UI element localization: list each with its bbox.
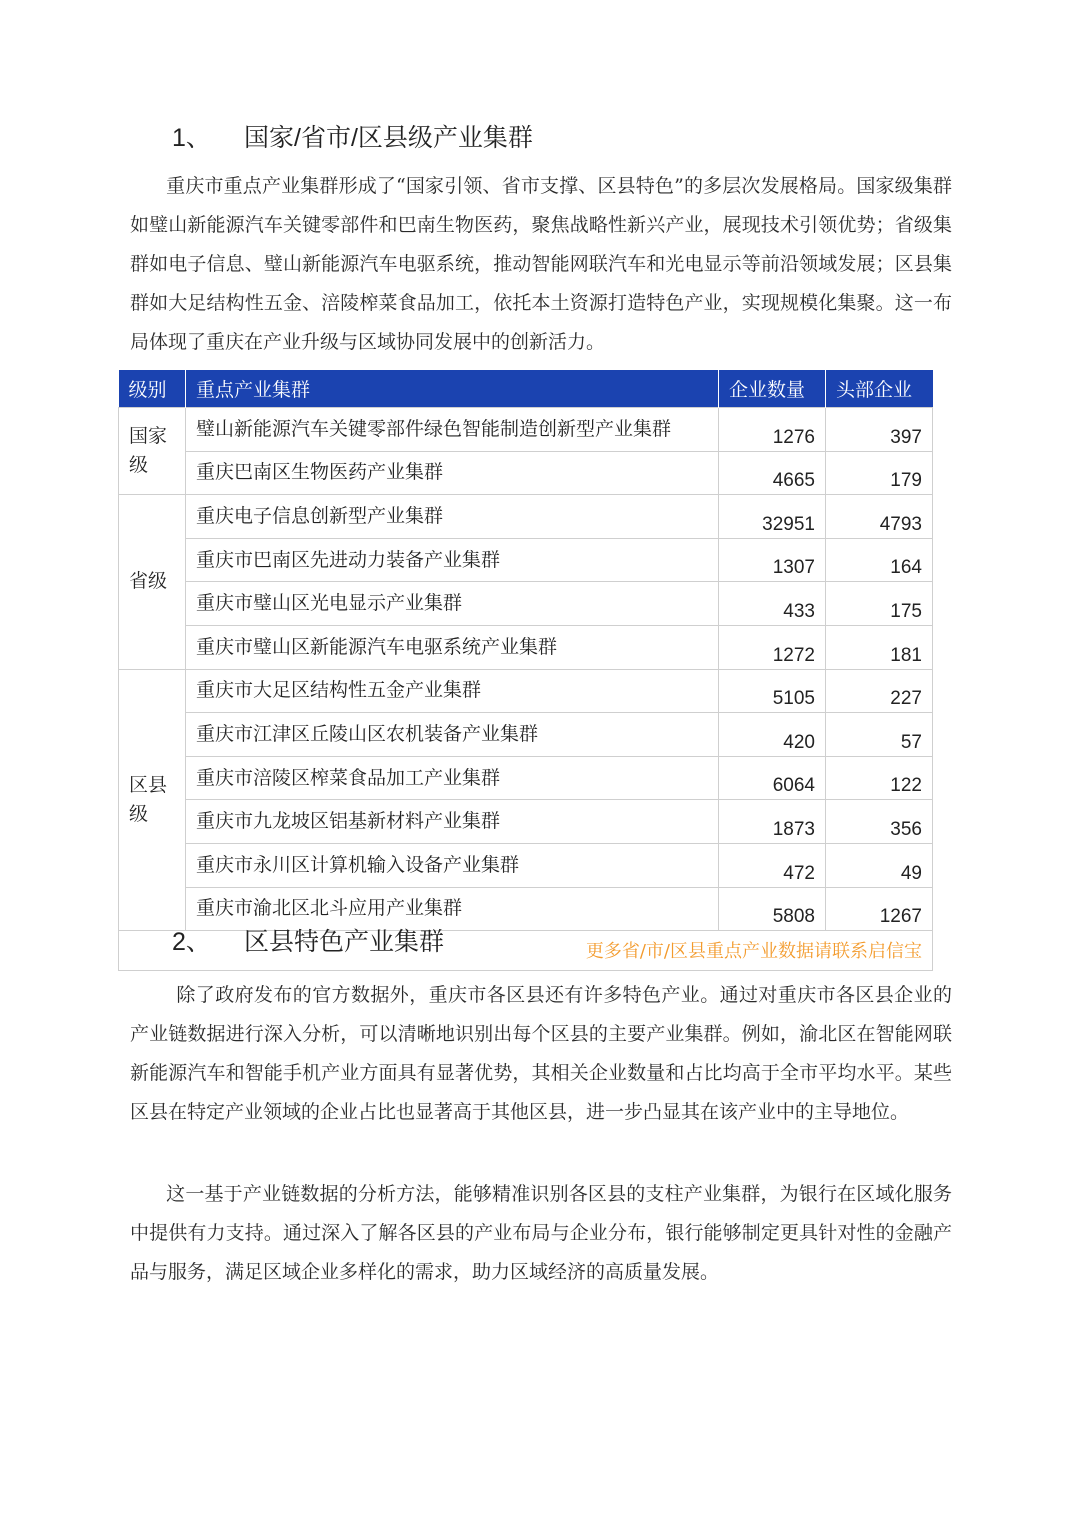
cluster-name-cell: 重庆电子信息创新型产业集群 — [186, 495, 719, 539]
leading-enterprises-cell: 1267 — [826, 887, 933, 931]
cluster-name-cell: 重庆巴南区生物医药产业集群 — [186, 451, 719, 495]
section-1-title: 国家/省市/区县级产业集群 — [244, 124, 533, 152]
section-1-paragraph — [130, 167, 952, 362]
leading-enterprises-cell: 57 — [826, 713, 933, 757]
section-1-number: 1、 — [172, 124, 211, 152]
table-row — [119, 495, 933, 539]
table-row — [119, 669, 933, 713]
enterprise-count-cell: 4665 — [719, 451, 826, 495]
table-row — [119, 538, 933, 582]
section-2-paragraph-1 — [130, 976, 952, 1132]
section-2-paragraph-2 — [130, 1175, 952, 1292]
table-row — [119, 756, 933, 800]
level-cell: 国家级 — [119, 408, 186, 495]
leading-enterprises-cell: 181 — [826, 625, 933, 669]
header-leaders: 头部企业 — [826, 370, 933, 408]
cluster-name-cell: 重庆市九龙坡区铝基新材料产业集群 — [186, 800, 719, 844]
cluster-name-cell: 重庆市渝北区北斗应用产业集群 — [186, 887, 719, 931]
enterprise-count-cell: 1307 — [719, 538, 826, 582]
cluster-name-cell: 重庆市涪陵区榨菜食品加工产业集群 — [186, 756, 719, 800]
section-2-paragraph-1-text: 除了政府发布的官方数据外，重庆市各区县还有许多特色产业。通过对重庆市各区县企业的产业链数据进行深入分析，可以清晰地识别出每个区县的主要产业集群。例如，渝北区在智能网联新能源汽车和智能手机产业方面具有显著优势，其相关企业数量和占比均高于全市平均水平。某些区县在特定产业领域的企业占比也显著高于其他区县，进一步凸显其在该产业中的主导地位。 — [130, 984, 952, 1123]
cluster-name-cell: 重庆市璧山区新能源汽车电驱系统产业集群 — [186, 625, 719, 669]
header-level: 级别 — [119, 370, 186, 408]
table-header-row — [119, 370, 933, 408]
cluster-name-cell: 重庆市巴南区先进动力装备产业集群 — [186, 538, 719, 582]
table-row — [119, 582, 933, 626]
enterprise-count-cell: 433 — [719, 582, 826, 626]
table-row — [119, 625, 933, 669]
enterprise-count-cell: 6064 — [719, 756, 826, 800]
section-2-number: 2、 — [172, 928, 211, 956]
table-body — [119, 408, 933, 971]
enterprise-count-cell: 420 — [719, 713, 826, 757]
leading-enterprises-cell: 164 — [826, 538, 933, 582]
table-row — [119, 843, 933, 887]
enterprise-count-cell: 5105 — [719, 669, 826, 713]
cluster-table — [118, 370, 933, 971]
section-2-paragraph-2-text: 这一基于产业链数据的分析方法，能够精准识别各区县的支柱产业集群，为银行在区域化服务中提供有力支持。通过深入了解各区县的产业布局与企业分布，银行能够制定更具针对性的金融产品与服务，满足区域企业多样化的需求，助力区域经济的高质量发展。 — [130, 1183, 952, 1283]
section-1-paragraph-text: 重庆市重点产业集群形成了“国家引领、省市支撑、区县特色”的多层次发展格局。国家级集群如璧山新能源汽车关键零部件和巴南生物医药，聚焦战略性新兴产业，展现技术引领优势；省级集群如电子信息、璧山新能源汽车电驱系统，推动智能网联汽车和光电显示等前沿领域发展；区县集群如大足结构性五金、涪陵榨菜食品加工，依托本土资源打造特色产业，实现规模化集聚。这一布局体现了重庆在产业升级与区域协同发展中的创新活力。 — [130, 175, 952, 353]
enterprise-count-cell: 1873 — [719, 800, 826, 844]
leading-enterprises-cell: 175 — [826, 582, 933, 626]
cluster-name-cell: 重庆市大足区结构性五金产业集群 — [186, 669, 719, 713]
table-row — [119, 408, 933, 452]
table-row — [119, 800, 933, 844]
leading-enterprises-cell: 4793 — [826, 495, 933, 539]
leading-enterprises-cell: 397 — [826, 408, 933, 452]
enterprise-count-cell: 5808 — [719, 887, 826, 931]
leading-enterprises-cell: 49 — [826, 843, 933, 887]
leading-enterprises-cell: 122 — [826, 756, 933, 800]
section-2-heading — [172, 922, 444, 958]
leading-enterprises-cell: 227 — [826, 669, 933, 713]
table-row — [119, 451, 933, 495]
cluster-name-cell: 重庆市江津区丘陵山区农机装备产业集群 — [186, 713, 719, 757]
level-cell: 省级 — [119, 495, 186, 669]
level-cell: 区县级 — [119, 669, 186, 931]
cluster-name-cell: 重庆市璧山区光电显示产业集群 — [186, 582, 719, 626]
table-row — [119, 713, 933, 757]
enterprise-count-cell: 1272 — [719, 625, 826, 669]
cluster-name-cell: 璧山新能源汽车关键零部件绿色智能制造创新型产业集群 — [186, 408, 719, 452]
section-1-heading — [172, 118, 533, 154]
leading-enterprises-cell: 179 — [826, 451, 933, 495]
enterprise-count-cell: 472 — [719, 843, 826, 887]
enterprise-count-cell: 32951 — [719, 495, 826, 539]
enterprise-count-cell: 1276 — [719, 408, 826, 452]
contact-note: 更多省/市/区县重点产业数据请联系启信宝 — [119, 931, 933, 971]
section-2-title: 区县特色产业集群 — [244, 928, 445, 956]
header-count: 企业数量 — [719, 370, 826, 408]
cluster-name-cell: 重庆市永川区计算机输入设备产业集群 — [186, 843, 719, 887]
leading-enterprises-cell: 356 — [826, 800, 933, 844]
header-cluster: 重点产业集群 — [186, 370, 719, 408]
